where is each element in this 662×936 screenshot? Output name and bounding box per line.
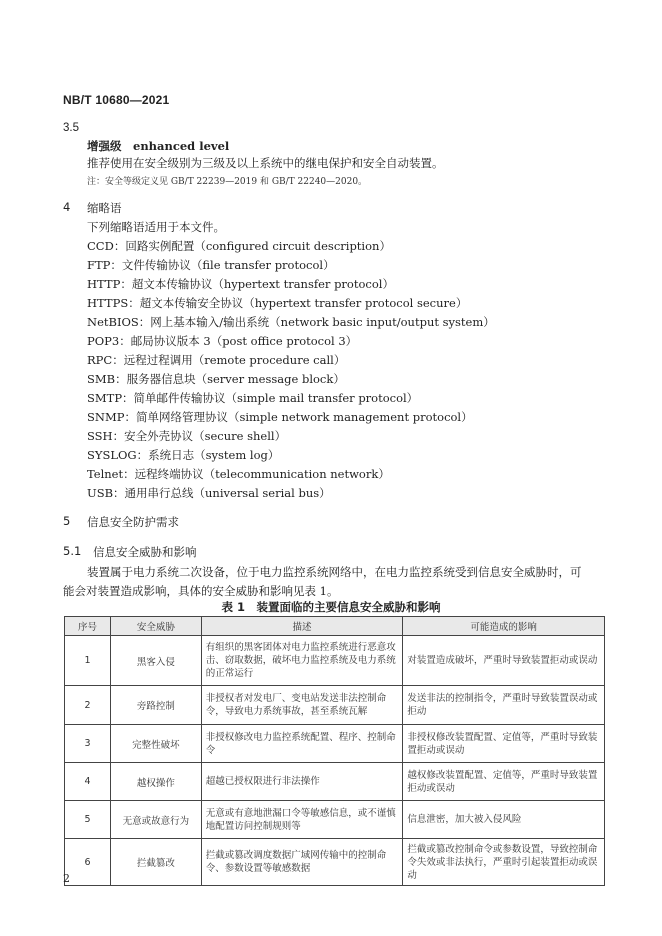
row-no: 1 — [65, 636, 111, 686]
row-no: 4 — [65, 763, 111, 801]
row-threat: 拦截篡改 — [110, 839, 201, 886]
abbrev-item: SYSLOG：系统日志（system log） — [87, 448, 280, 462]
table-row — [65, 763, 605, 801]
term-definition: 推荐使用在安全级别为三级及以上系统中的继电保护和安全自动装置。 — [87, 156, 444, 170]
row-description: 非授权修改电力监控系统配置、程序、控制命令 — [201, 725, 403, 763]
table-row — [65, 636, 605, 686]
header-impact: 可能造成的影响 — [403, 617, 605, 636]
clause-number: 3.5 — [63, 122, 79, 134]
abbrev-item: HTTPS：超文本传输安全协议（hypertext transfer protocol secure） — [87, 296, 468, 310]
row-no: 2 — [65, 686, 111, 725]
clause-number: 5.1 — [63, 544, 82, 558]
row-threat: 越权操作 — [110, 763, 201, 801]
header-description: 描述 — [201, 617, 403, 636]
table-caption: 表 1 装置面临的主要信息安全威胁和影响 — [221, 600, 441, 614]
row-threat: 完整性破坏 — [110, 725, 201, 763]
term-enhanced-level: 增强级 enhanced level — [87, 139, 230, 153]
abbrev-item: NetBIOS：网上基本输入/输出系统（network basic input/output system） — [87, 315, 495, 329]
row-description: 非授权者对发电厂、变电站发送非法控制命令，导致电力系统事故，甚至系统瓦解 — [201, 686, 403, 725]
abbrev-item: USB：通用串行总线（universal serial bus） — [87, 486, 331, 500]
abbrev-item: SMB：服务器信息块（server message block） — [87, 372, 345, 386]
row-no: 6 — [65, 839, 111, 886]
row-description: 无意或有意地泄漏口令等敏感信息，或不谨慎地配置访问控制规则等 — [201, 801, 403, 839]
row-impact: 非授权修改装置配置、定值等，严重时导致装置拒动或误动 — [403, 725, 605, 763]
section-number: 4 — [63, 200, 71, 214]
row-description: 有组织的黑客团体对电力监控系统进行恶意攻击、窃取数据，破坏电力监控系统及电力系统的正常运行 — [201, 636, 403, 686]
abbrev-item: SMTP：简单邮件传输协议（simple mail transfer protocol） — [87, 391, 419, 405]
table-row — [65, 725, 605, 763]
abbrev-item: RPC：远程过程调用（remote procedure call） — [87, 353, 346, 367]
paragraph-line: 装置属于电力系统二次设备，位于电力监控系统网络中，在电力监控系统受到信息安全威胁时，可 — [87, 565, 582, 579]
row-impact: 越权修改装置配置、定值等，严重时导致装置拒动或误动 — [403, 763, 605, 801]
paragraph-line: 能会对装置造成影响，具体的安全威胁和影响见表 1。 — [63, 584, 339, 598]
section-title: 缩略语 — [87, 201, 122, 215]
row-threat: 旁路控制 — [110, 686, 201, 725]
row-description: 超越已授权限进行非法操作 — [201, 763, 403, 801]
abbrev-item: SSH：安全外壳协议（secure shell） — [87, 429, 287, 443]
row-no: 3 — [65, 725, 111, 763]
row-impact: 拦截或篡改控制命令或参数设置，导致控制命令失效或非法执行，严重时引起装置拒动或误动 — [403, 839, 605, 886]
term-note: 注：安全等级定义见 GB/T 22239—2019 和 GB/T 22240—2020。 — [87, 177, 368, 187]
header-threat: 安全威胁 — [110, 617, 201, 636]
clause-title: 信息安全威胁和影响 — [93, 545, 197, 559]
header-no: 序号 — [65, 617, 111, 636]
abbrev-item: SNMP：简单网络管理协议（simple network management protocol） — [87, 410, 473, 424]
threat-table — [64, 616, 605, 886]
section-number: 5 — [63, 514, 71, 528]
table-row — [65, 839, 605, 886]
row-threat: 黑客入侵 — [110, 636, 201, 686]
section-title: 信息安全防护需求 — [87, 515, 179, 529]
table-row — [65, 801, 605, 839]
row-impact: 对装置造成破坏，严重时导致装置拒动或误动 — [403, 636, 605, 686]
abbrev-item: FTP：文件传输协议（file transfer protocol） — [87, 258, 335, 272]
row-description: 拦截或篡改调度数据广域网传输中的控制命令、参数设置等敏感数据 — [201, 839, 403, 886]
row-impact: 发送非法的控制指令，严重时导致装置误动或拒动 — [403, 686, 605, 725]
abbrev-item: CCD：回路实例配置（configured circuit description） — [87, 239, 391, 253]
abbrev-item: POP3：邮局协议版本 3（post office protocol 3） — [87, 334, 358, 348]
table-row — [65, 686, 605, 725]
abbrev-item: HTTP：超文本传输协议（hypertext transfer protocol） — [87, 277, 394, 291]
row-threat: 无意或故意行为 — [110, 801, 201, 839]
page-number: 2 — [63, 872, 70, 885]
row-impact: 信息泄密，加大被入侵风险 — [403, 801, 605, 839]
row-no: 5 — [65, 801, 111, 839]
standard-number: NB/T 10680—2021 — [63, 93, 170, 107]
abbrev-item: Telnet：远程终端协议（telecommunication network） — [87, 467, 390, 481]
abbrev-intro: 下列缩略语适用于本文件。 — [87, 220, 225, 234]
table-header-row — [65, 617, 605, 636]
